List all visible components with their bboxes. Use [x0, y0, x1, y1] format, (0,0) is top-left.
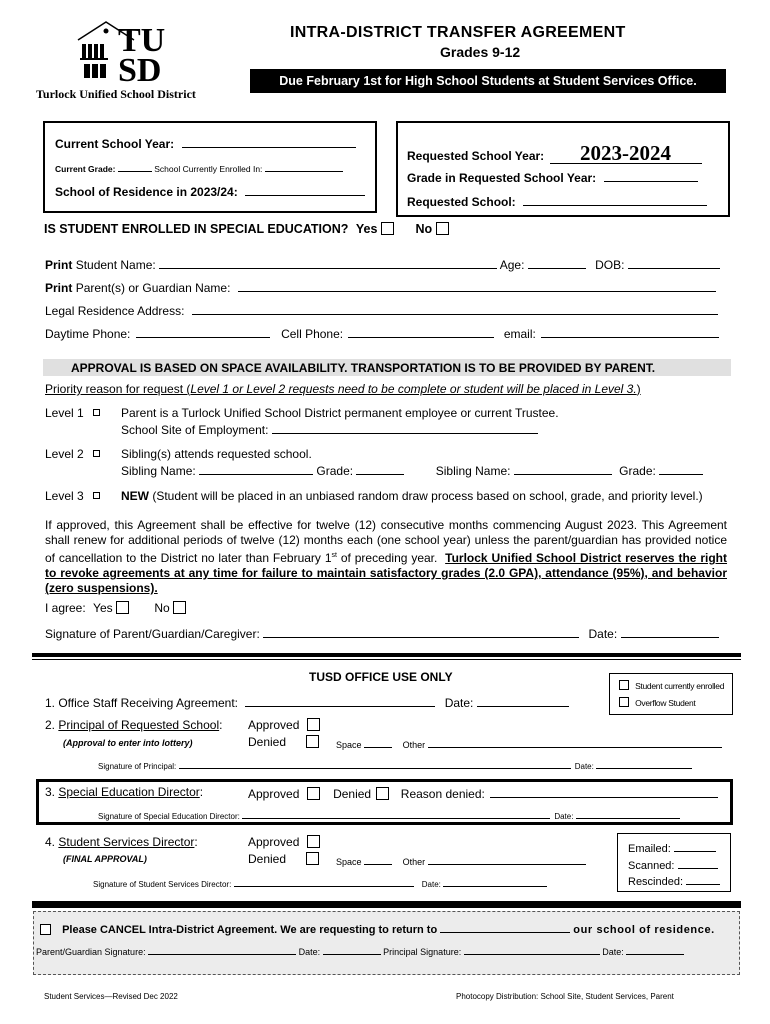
agree-no-label: No	[154, 601, 170, 615]
sibling1-grade-label: Grade:	[316, 464, 354, 478]
cancel-date2-field[interactable]	[626, 945, 684, 955]
special-ed-yes-checkbox[interactable]	[381, 222, 394, 235]
special-ed-yes-label: Yes	[355, 222, 378, 236]
level1-label: Level 1	[45, 406, 84, 420]
emailed-label: Emailed:	[628, 843, 671, 855]
parent-signature-date-label: Date:	[588, 627, 618, 641]
cancel-divider	[32, 901, 741, 908]
school-of-residence-label: School of Residence in 2023/24:	[55, 185, 238, 199]
special-ed-no-label: No	[415, 222, 433, 236]
office-staff-date-field[interactable]	[477, 694, 569, 707]
daytime-phone-label: Daytime Phone:	[45, 327, 131, 341]
sped-num: 3.	[45, 785, 56, 799]
cancel-principal-sig-field[interactable]	[464, 945, 600, 955]
sped-denied-label: Denied	[333, 787, 372, 801]
agree-yes-checkbox[interactable]	[116, 601, 129, 614]
requested-school-field[interactable]	[523, 193, 707, 206]
sped-signature-field[interactable]	[242, 810, 550, 819]
district-name: Turlock Unified School District	[36, 87, 196, 101]
office-divider-thin	[32, 659, 741, 660]
form-title: INTRA-DISTRICT TRANSFER AGREEMENT	[290, 24, 626, 41]
dob-label: DOB:	[595, 258, 625, 272]
agreement-bold: Turlock Unified School District reserves the right to revoke agreements at any time for failure to maintain satisfactory grades (2.0 GPA), attendance (95%), and behavior (zero suspensions).	[45, 551, 728, 595]
parent-name-field[interactable]	[238, 279, 716, 292]
agree-yes-label: Yes	[93, 601, 113, 615]
cancel-date1-field[interactable]	[323, 945, 381, 955]
requested-school-year-field[interactable]	[550, 143, 702, 164]
currently-enrolled-label: Student currently enrolled	[635, 681, 725, 691]
sibling2-grade-field[interactable]	[659, 462, 703, 475]
age-field[interactable]	[528, 256, 586, 269]
principal-num: 2.	[45, 718, 56, 732]
cell-phone-label: Cell Phone:	[281, 327, 344, 341]
principal-approved-checkbox[interactable]	[307, 718, 320, 731]
cancel-checkbox[interactable]	[40, 924, 51, 935]
sibling2-grade-label: Grade:	[619, 464, 656, 478]
scanned-label: Scanned:	[628, 860, 675, 872]
requested-school-year-label: Requested School Year:	[407, 149, 545, 163]
principal-sub: (Approval to enter into lottery)	[63, 738, 193, 748]
requested-school-label: Requested School:	[407, 195, 516, 209]
ssd-approved-label: Approved	[248, 835, 300, 849]
due-banner: Due February 1st for High School Students at Student Services Office.	[250, 69, 726, 93]
sped-denied-checkbox[interactable]	[376, 787, 389, 800]
sibling2-name-field[interactable]	[514, 462, 612, 475]
level1-site-field[interactable]	[272, 421, 538, 434]
office-title: TUSD OFFICE USE ONLY	[309, 670, 453, 684]
processing-status-box	[617, 833, 731, 892]
level1-site-label: School Site of Employment:	[121, 423, 269, 437]
parent-name-label: Parent(s) or Guardian Name:	[75, 281, 231, 295]
agreement-p1: If approved, this Agreement shall be effective for twelve (12) consecutive months commencing August 2023. This Agreement shall renew for additional periods of twelve (12) months each (one school year) unless the parent/guardian has provided notice of cancellation to the District no later than February 1	[45, 518, 727, 565]
cancel-date2-label: Date:	[602, 947, 624, 957]
cancel-section	[33, 911, 740, 975]
principal-approved-label: Approved	[248, 718, 300, 732]
sped-signature-date-label: Date:	[554, 812, 574, 821]
current-school-year-field[interactable]	[182, 135, 356, 148]
sped-reason-field[interactable]	[490, 785, 718, 798]
requested-school-year-value: 2023-2024	[580, 141, 671, 165]
level3-label: Level 3	[45, 489, 84, 503]
ssd-signature-label: Signature of Student Services Director:	[93, 880, 232, 889]
legal-address-label: Legal Residence Address:	[45, 304, 185, 318]
level1-checkbox[interactable]	[93, 409, 100, 416]
print-label-1: Print	[45, 258, 73, 272]
email-field[interactable]	[541, 325, 719, 338]
office-divider-thick	[32, 653, 741, 657]
principal-other-label: Other	[402, 740, 426, 750]
dob-field[interactable]	[628, 256, 720, 269]
office-staff-date-label: Date:	[444, 696, 474, 710]
daytime-phone-field[interactable]	[136, 325, 270, 338]
office-staff-field[interactable]	[245, 694, 435, 707]
office-staff-label: 1. Office Staff Receiving Agreement:	[45, 696, 238, 710]
ssd-signature-date-field[interactable]	[443, 878, 547, 887]
email-label: email:	[503, 327, 536, 341]
principal-denied-label: Denied	[248, 735, 287, 749]
sibling2-label: Sibling Name:	[435, 464, 511, 478]
current-grade-field[interactable]	[118, 163, 152, 172]
cancel-text: Please CANCEL Intra-District Agreement. We are requesting to return to	[62, 924, 438, 936]
ssd-signature-date-label: Date:	[421, 880, 441, 889]
level3-new: NEW	[121, 489, 149, 503]
agreement-p1-end: of preceding year.	[336, 551, 438, 565]
requested-info-box	[396, 121, 730, 217]
school-enrolled-label: School Currently Enrolled In:	[154, 164, 263, 174]
current-info-box	[43, 121, 377, 213]
sibling1-name-field[interactable]	[199, 462, 313, 475]
rescinded-field[interactable]	[686, 874, 720, 885]
level2-label: Level 2	[45, 447, 84, 461]
office-status-box	[609, 673, 733, 715]
ssd-space-label: Space	[336, 857, 362, 867]
priority-heading-text: Priority reason for request (	[45, 382, 191, 396]
ssd-denied-checkbox[interactable]	[306, 852, 319, 865]
level3-checkbox[interactable]	[93, 492, 100, 499]
principal-label: Principal of Requested School	[58, 718, 220, 732]
student-name-field[interactable]	[159, 256, 497, 269]
ssd-other-label: Other	[402, 857, 426, 867]
overflow-student-checkbox[interactable]	[619, 697, 629, 707]
ssd-space-field[interactable]	[364, 855, 392, 865]
level2-text: Sibling(s) attends requested school.	[121, 447, 312, 461]
grade-requested-field[interactable]	[604, 169, 698, 182]
sped-reason-label: Reason denied:	[400, 787, 485, 801]
cancel-principal-sig-label: Principal Signature:	[383, 947, 462, 957]
ssd-num: 4.	[45, 835, 56, 849]
ssd-signature-field[interactable]	[234, 878, 414, 887]
grade-requested-label: Grade in Requested School Year:	[407, 171, 597, 185]
special-ed-question: IS STUDENT ENROLLED IN SPECIAL EDUCATION?	[44, 222, 349, 236]
ssd-approved-checkbox[interactable]	[307, 835, 320, 848]
sibling1-label: Sibling Name:	[121, 464, 196, 478]
sped-approved-checkbox[interactable]	[307, 787, 320, 800]
rescinded-label: Rescinded:	[628, 876, 684, 888]
priority-heading	[45, 382, 641, 396]
priority-heading-end: )	[636, 382, 641, 396]
agreement-text	[45, 518, 727, 596]
sibling1-grade-field[interactable]	[356, 462, 404, 475]
sped-approved-label: Approved	[248, 787, 300, 801]
level1-text: Parent is a Turlock Unified School District permanent employee or current Trustee.	[121, 406, 559, 420]
cell-phone-field[interactable]	[348, 325, 494, 338]
principal-space-label: Space	[336, 740, 362, 750]
parent-signature-label: Signature of Parent/Guardian/Caregiver:	[45, 627, 260, 641]
ssd-label: Student Services Director	[58, 835, 195, 849]
ssd-sub: (FINAL APPROVAL)	[63, 854, 147, 864]
principal-space-field[interactable]	[364, 738, 392, 748]
sped-signature-date-field[interactable]	[576, 810, 680, 819]
ssd-other-field[interactable]	[428, 855, 586, 865]
legal-address-field[interactable]	[192, 302, 718, 315]
ssd-denied-label: Denied	[248, 852, 287, 866]
agree-label: I agree:	[45, 601, 86, 615]
print-label-2: Print	[45, 281, 73, 295]
current-grade-label: Current Grade:	[55, 164, 116, 174]
sped-signature-label: Signature of Special Education Director:	[98, 812, 240, 821]
principal-other-field[interactable]	[428, 738, 722, 748]
form-subtitle: Grades 9-12	[440, 44, 521, 60]
footer-distribution: Photocopy Distribution: School Site, Student Services, Parent	[456, 992, 674, 1001]
overflow-student-label: Overflow Student	[635, 698, 696, 708]
footer-revision: Student Services—Revised Dec 2022	[44, 992, 178, 1001]
current-school-year-label: Current School Year:	[55, 137, 175, 151]
agree-no-checkbox[interactable]	[173, 601, 186, 614]
principal-denied-checkbox[interactable]	[306, 735, 319, 748]
cancel-date1-label: Date:	[298, 947, 321, 957]
special-ed-no-checkbox[interactable]	[436, 222, 449, 235]
agreement-p1-sup: st	[331, 552, 337, 559]
scanned-field[interactable]	[678, 858, 718, 869]
priority-heading-italic: Level 1 or Level 2 requests need to be complete or student will be placed in Level 3.	[190, 382, 637, 396]
cancel-text-end: our school of residence.	[573, 924, 715, 936]
logo-letters-bottom: SD	[118, 52, 162, 89]
student-name-label: Student Name:	[75, 258, 156, 272]
school-enrolled-field[interactable]	[265, 163, 343, 172]
level3-text: (Student will be placed in an unbiased random draw process based on school, grade, and priority level.)	[152, 489, 703, 503]
sped-label: Special Education Director	[58, 785, 200, 799]
approval-notice: APPROVAL IS BASED ON SPACE AVAILABILITY. TRANSPORTATION IS TO BE PROVIDED BY PARENT.	[71, 361, 656, 375]
cancel-school-field[interactable]	[440, 922, 570, 933]
age-label: Age:	[499, 258, 525, 272]
currently-enrolled-checkbox[interactable]	[619, 680, 629, 690]
parent-signature-date-field[interactable]	[621, 625, 719, 638]
principal-signature-label: Signature of Principal:	[98, 762, 177, 771]
emailed-field[interactable]	[674, 841, 716, 852]
cancel-parent-sig-label: Parent/Guardian Signature:	[36, 947, 146, 957]
cancel-parent-sig-field[interactable]	[148, 945, 296, 955]
principal-signature-field[interactable]	[179, 760, 571, 769]
district-logo	[30, 20, 220, 102]
logo-letters-top: TU	[118, 22, 166, 59]
principal-signature-date-label: Date:	[574, 762, 594, 771]
parent-signature-field[interactable]	[263, 625, 579, 638]
level2-checkbox[interactable]	[93, 450, 100, 457]
principal-signature-date-field[interactable]	[596, 760, 692, 769]
school-of-residence-field[interactable]	[245, 183, 365, 196]
